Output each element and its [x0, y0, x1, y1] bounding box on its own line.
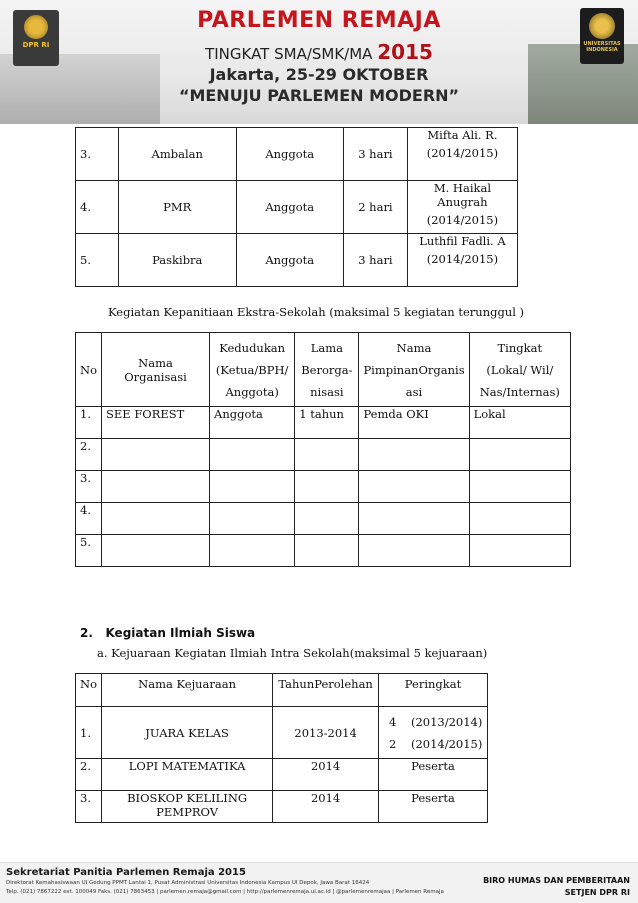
header-no: No — [76, 333, 102, 407]
row-no: 5. — [76, 535, 102, 567]
row-no: 3. — [76, 128, 119, 181]
row-name: JUARA KELAS — [102, 707, 273, 759]
row-org: Ambalan — [118, 128, 236, 181]
row-year: 2013-2014 — [273, 707, 379, 759]
subsection-heading — [97, 646, 487, 660]
section-title: Kegiatan Ilmiah Siswa — [105, 626, 256, 640]
event-place-date: Jakarta, 25-29 OKTOBER — [209, 65, 429, 84]
header-level — [469, 333, 570, 407]
event-year: 2015 — [377, 40, 433, 64]
row-org — [102, 471, 210, 503]
leader-name: Mifta Ali. R. — [427, 128, 498, 142]
rank-number: 4 — [389, 714, 397, 729]
header-level-l1: Tingkat — [497, 340, 543, 355]
row-position: Anggota — [236, 234, 343, 287]
row-duration: 3 hari — [343, 128, 407, 181]
header-position-l2: (Ketua/BPH/ — [215, 362, 289, 377]
header-duration — [295, 333, 359, 407]
row-org — [102, 439, 210, 471]
row-rank: Peserta — [379, 759, 488, 791]
subsection-title: Kejuaraan Kegiatan Ilmiah Intra Sekolah(maksimal 5 kejuaraan) — [111, 646, 488, 660]
table-row — [76, 234, 518, 287]
scientific-table — [75, 673, 488, 823]
row-leader — [359, 439, 469, 471]
row-year: 2014 — [273, 759, 379, 791]
row-position: Anggota — [236, 128, 343, 181]
row-no: 2. — [76, 439, 102, 471]
footer-right-l2: SETJEN DPR RI — [564, 888, 630, 897]
header-leader — [359, 333, 469, 407]
header-position-l3: Anggota) — [225, 384, 279, 399]
row-duration — [295, 439, 359, 471]
table-row — [76, 407, 571, 439]
row-leader — [359, 503, 469, 535]
row-position — [210, 439, 295, 471]
footer-address: Direktorat Kemahasiswaan UI Gedung PPMT Lantai 1, Pusat Administrasi Universitas Indonesia Kampus UI Depok, Jawa Barat 16424 — [6, 880, 370, 886]
dpr-logo-text: DPR RI — [22, 41, 50, 49]
table-header-row — [76, 333, 571, 407]
table-header-row — [76, 674, 488, 707]
header-name: Nama Kejuaraan — [102, 674, 273, 707]
row-leader — [407, 234, 517, 287]
row-org: Paskibra — [118, 234, 236, 287]
row-duration: 2 hari — [343, 181, 407, 234]
row-duration — [295, 535, 359, 567]
row-level — [469, 471, 570, 503]
footer-contact: Telp. (021) 7867222 ext. 100049 Faks. (021) 7863453 | parlemen.remaja@gmail.com | http://parlemenremaja.ui.ac.id | @parlemenremajaa | Parlemen Remaja — [6, 889, 444, 895]
row-year: 2014 — [273, 791, 379, 823]
header-leader-l2: PimpinanOrganis — [363, 362, 465, 377]
header-position — [210, 333, 295, 407]
row-leader: Pemda OKI — [359, 407, 469, 439]
table-row — [76, 503, 571, 535]
row-no: 5. — [76, 234, 119, 287]
row-duration — [295, 503, 359, 535]
row-level — [469, 535, 570, 567]
ui-logo-text: UNIVERSITAS INDONESIA — [583, 41, 621, 53]
leader-period: (2014/2015) — [426, 252, 499, 266]
rank-period: (2014/2015) — [410, 736, 483, 751]
row-rank — [379, 707, 488, 759]
row-org: PMR — [118, 181, 236, 234]
row-position — [210, 503, 295, 535]
event-level: TINGKAT SMA/SMK/MA — [205, 45, 373, 63]
table-row — [76, 759, 488, 791]
leader-name: M. Haikal Anugrah — [433, 181, 491, 209]
row-no: 1. — [76, 407, 102, 439]
row-duration: 3 hari — [343, 234, 407, 287]
footer-org: Sekretariat Panitia Parlemen Remaja 2015 — [6, 867, 246, 878]
section-number: 2. — [80, 626, 93, 640]
header-level-l2: (Lokal/ Wil/ — [486, 362, 554, 377]
row-org: SEE FOREST — [102, 407, 210, 439]
leader-period: (2014/2015) — [426, 213, 499, 227]
row-duration: 1 tahun — [295, 407, 359, 439]
leader-period: (2014/2015) — [426, 146, 499, 160]
org-table-continued — [75, 127, 518, 287]
table-row — [76, 181, 518, 234]
row-name: BIOSKOP KELILING PEMPROV — [102, 791, 273, 823]
row-no: 3. — [76, 791, 102, 823]
row-no: 2. — [76, 759, 102, 791]
table-row — [76, 535, 571, 567]
table-row — [76, 128, 518, 181]
header-duration-l2: Berorga- — [301, 362, 353, 377]
event-subtitle — [0, 40, 638, 64]
row-leader — [359, 471, 469, 503]
header-position-l1: Kedudukan — [219, 340, 286, 355]
header-level-l3: Nas/Internas) — [479, 384, 560, 399]
rank-line — [383, 711, 483, 733]
leader-name: Luthfil Fadli. A — [419, 234, 506, 248]
committee-table — [75, 332, 571, 567]
row-leader — [359, 535, 469, 567]
table-row — [76, 471, 571, 503]
header-leader-l3: asi — [405, 384, 423, 399]
row-name: LOPI MATEMATIKA — [102, 759, 273, 791]
row-leader — [407, 128, 517, 181]
header-duration-l1: Lama — [310, 340, 343, 355]
row-rank: Peserta — [379, 791, 488, 823]
row-position — [210, 535, 295, 567]
table-row — [76, 791, 488, 823]
row-no: 3. — [76, 471, 102, 503]
row-level: Lokal — [469, 407, 570, 439]
row-no: 4. — [76, 503, 102, 535]
header-rank: Peringkat — [379, 674, 488, 707]
subsection-label: a. — [97, 646, 108, 660]
row-no: 4. — [76, 181, 119, 234]
row-level — [469, 503, 570, 535]
event-theme: “MENUJU PARLEMEN MODERN” — [178, 86, 460, 105]
row-position: Anggota — [210, 407, 295, 439]
section-scientific-heading — [80, 626, 255, 640]
header-leader-l1: Nama — [396, 340, 432, 355]
table-row — [76, 439, 571, 471]
row-org — [102, 503, 210, 535]
rank-period: (2013/2014) — [410, 714, 483, 729]
header-duration-l3: nisasi — [310, 384, 344, 399]
header-no: No — [76, 674, 102, 707]
header-banner — [0, 0, 638, 124]
header-org: Nama Organisasi — [102, 333, 210, 407]
header-year: TahunPerolehan — [273, 674, 379, 707]
row-duration — [295, 471, 359, 503]
row-leader — [407, 181, 517, 234]
committee-heading: Kegiatan Kepanitiaan Ekstra-Sekolah (maksimal 5 kegiatan terunggul ) — [108, 305, 525, 319]
event-title: PARLEMEN REMAJA — [197, 8, 441, 33]
footer — [0, 862, 638, 903]
row-org — [102, 535, 210, 567]
rank-line — [383, 733, 483, 755]
rank-number: 2 — [389, 736, 397, 751]
row-no: 1. — [76, 707, 102, 759]
table-row — [76, 707, 488, 759]
row-position — [210, 471, 295, 503]
row-position: Anggota — [236, 181, 343, 234]
footer-right-l1: BIRO HUMAS DAN PEMBERITAAN — [483, 876, 630, 885]
row-level — [469, 439, 570, 471]
